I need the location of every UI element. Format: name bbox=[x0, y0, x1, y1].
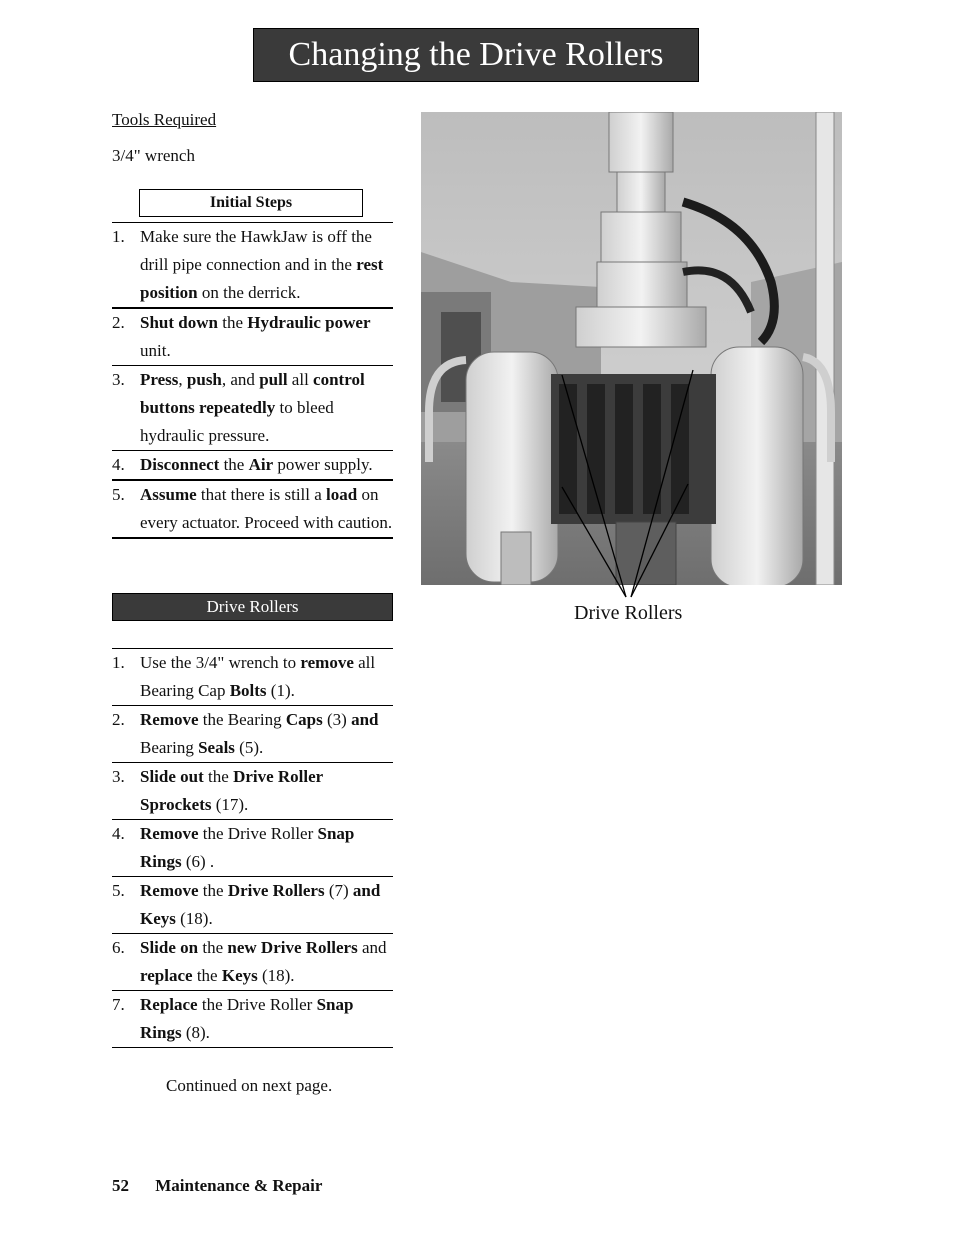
initial-step-1 bbox=[112, 223, 393, 307]
initial-step-2 bbox=[112, 307, 393, 365]
step-text: Assume that there is still a load on every actuator. Proceed with caution. bbox=[140, 485, 393, 532]
step-text: Slide out the Drive Roller Sprockets (17). bbox=[140, 767, 323, 814]
step-text: Disconnect the Air power supply. bbox=[140, 455, 373, 474]
step-text: Replace the Drive Roller Snap Rings (8). bbox=[140, 995, 354, 1042]
drive-rollers-step-1 bbox=[112, 649, 393, 705]
step-number: 4. bbox=[112, 824, 125, 843]
step-number: 6. bbox=[112, 938, 125, 957]
page-title: Changing the Drive Rollers bbox=[253, 28, 699, 82]
continued-note: Continued on next page. bbox=[166, 1076, 333, 1095]
drive-rollers-step-5 bbox=[112, 876, 393, 933]
step-number: 3. bbox=[112, 370, 125, 389]
step-text: Use the 3/4" wrench to remove all Bearing Cap Bolts (1). bbox=[140, 653, 376, 700]
drive-rollers-steps-list bbox=[112, 648, 393, 1048]
step-text: Slide on the new Drive Rollers and replace the Keys (18). bbox=[140, 938, 387, 985]
drive-rollers-step-2 bbox=[112, 705, 393, 762]
tools-required-item: 3/4" wrench bbox=[112, 146, 195, 165]
initial-steps-header: Initial Steps bbox=[139, 189, 363, 217]
step-text: Press, push, and pull all control buttons repeatedly to bleed hydraulic pressure. bbox=[140, 370, 365, 445]
drive-rollers-step-7 bbox=[112, 990, 393, 1047]
photo-caption: Drive Rollers bbox=[574, 602, 683, 624]
step-text: Remove the Bearing Caps (3) and Bearing Seals (5). bbox=[140, 710, 379, 757]
step-number: 7. bbox=[112, 995, 125, 1014]
step-number: 2. bbox=[112, 313, 125, 332]
step-number: 5. bbox=[112, 881, 125, 900]
initial-steps-list bbox=[112, 222, 393, 539]
drive-rollers-step-4 bbox=[112, 819, 393, 876]
step-number: 1. bbox=[112, 227, 125, 246]
step-text: Remove the Drive Rollers (7) and Keys (18). bbox=[140, 881, 381, 928]
hawkjaw-photo bbox=[421, 112, 842, 585]
step-number: 4. bbox=[112, 455, 125, 474]
step-text: Make sure the HawkJaw is off the drill pipe connection and in the rest position on the derrick. bbox=[140, 227, 384, 302]
drive-rollers-step-6 bbox=[112, 933, 393, 990]
step-number: 5. bbox=[112, 485, 125, 504]
tools-required-label: Tools Required bbox=[112, 110, 217, 129]
page-footer bbox=[112, 1176, 322, 1196]
initial-step-5 bbox=[112, 479, 393, 537]
step-number: 1. bbox=[112, 653, 125, 672]
footer-section: Maintenance & Repair bbox=[155, 1176, 323, 1195]
drive-rollers-step-3 bbox=[112, 762, 393, 819]
initial-step-3 bbox=[112, 365, 393, 450]
step-number: 2. bbox=[112, 710, 125, 729]
step-number: 3. bbox=[112, 767, 125, 786]
initial-step-4 bbox=[112, 450, 393, 479]
step-text: Remove the Drive Roller Snap Rings (6) . bbox=[140, 824, 355, 871]
step-text: Shut down the Hydraulic power unit. bbox=[140, 313, 371, 360]
page-number: 52 bbox=[112, 1176, 129, 1195]
drive-rollers-header: Drive Rollers bbox=[112, 593, 393, 621]
